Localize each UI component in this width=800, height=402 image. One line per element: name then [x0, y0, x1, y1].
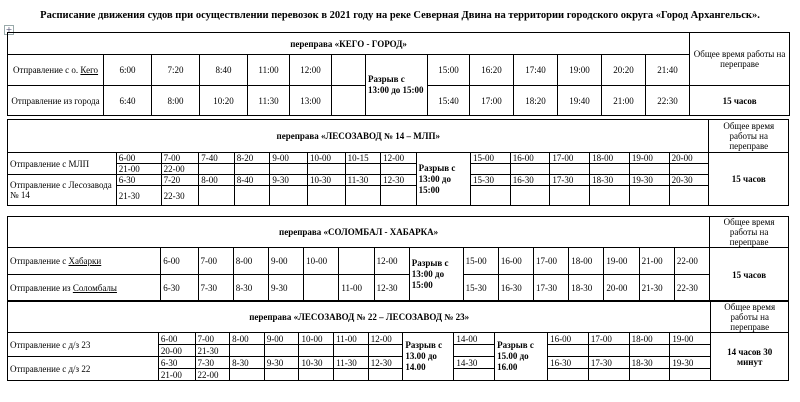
time-cell: 7-30: [195, 357, 230, 369]
table-move-handle[interactable]: +: [5, 25, 13, 34]
time-cell: 18-30: [629, 357, 670, 369]
row-label: Отправление с Лесозавода № 14: [8, 175, 117, 206]
time-cell: 8:00: [152, 86, 200, 116]
ferry-table-lesozavod22: [7, 300, 789, 381]
time-cell: 19-30: [629, 175, 669, 186]
time-cell: 9-00: [268, 248, 303, 275]
time-cell: 20:20: [602, 55, 646, 86]
time-cell: 7-20: [161, 175, 199, 186]
time-cell: 17-00: [550, 153, 590, 164]
time-cell: 6-30: [116, 175, 161, 186]
time-cell: 10-00: [299, 333, 334, 345]
time-cell: 8-00: [230, 333, 265, 345]
section-title: переправа «СОЛОМБАЛ - ХАБАРКА»: [8, 217, 710, 248]
time-cell: 16:20: [470, 55, 514, 86]
time-cell: 6-00: [158, 333, 195, 345]
section-title: переправа «ЛЕСОЗАВОД № 14 – МЛП»: [8, 120, 709, 153]
time-cell: [332, 55, 366, 86]
time-cell: 9-00: [264, 333, 299, 345]
time-cell: 17-00: [588, 333, 629, 345]
row-label: Отправление из города: [8, 86, 104, 116]
time-cell: 6-00: [161, 248, 198, 275]
time-cell: 21-00: [158, 369, 195, 381]
time-cell: 9-30: [268, 275, 303, 302]
time-cell: 6-30: [158, 357, 195, 369]
time-cell: 15:00: [428, 55, 470, 86]
time-cell: 12-00: [368, 333, 403, 345]
time-cell: 9-30: [270, 175, 308, 186]
time-cell: 16-00: [498, 248, 533, 275]
time-cell: 17:00: [470, 86, 514, 116]
time-cell: 8-00: [199, 175, 235, 186]
time-cell: 11-30: [334, 357, 369, 369]
time-cell: 6-00: [116, 153, 161, 164]
time-cell: 16-30: [548, 357, 589, 369]
time-cell: 15-30: [470, 175, 510, 186]
ferry-table-solombala: [7, 216, 789, 302]
time-cell: 6-30: [161, 275, 198, 302]
time-cell: 15-00: [463, 248, 498, 275]
time-cell: 14-00: [454, 333, 495, 345]
time-cell: 22-30: [161, 186, 199, 206]
time-cell: 12-30: [368, 357, 403, 369]
time-cell: 10-00: [304, 248, 339, 275]
time-cell: 10-00: [307, 153, 345, 164]
time-cell: 11:30: [248, 86, 290, 116]
time-cell: 15:40: [428, 86, 470, 116]
time-cell: 18-00: [590, 153, 630, 164]
total-time: 14 часов 30 минут: [711, 333, 789, 381]
time-cell: 16-00: [548, 333, 589, 345]
ferry-table-kego: [7, 32, 790, 116]
time-cell: 12-00: [374, 248, 409, 275]
time-cell: 15-00: [470, 153, 510, 164]
time-cell: 22-00: [674, 248, 709, 275]
time-cell: [339, 248, 374, 275]
time-cell: 22-30: [674, 275, 709, 302]
time-cell: 22:30: [646, 86, 690, 116]
time-cell: 9-00: [270, 153, 308, 164]
time-cell: 20-00: [604, 275, 639, 302]
time-cell: 7-00: [198, 248, 233, 275]
time-cell: 12-30: [374, 275, 409, 302]
page-title: Расписание движения судов при осуществлении перевозок в 2021 году на реке Северная Двина на территории городского округа «Город Архангельск».: [40, 10, 760, 21]
time-cell: 18-00: [569, 248, 604, 275]
row-label: Отправление с д/з 22: [8, 357, 159, 381]
time-cell: 17:40: [514, 55, 558, 86]
break-note: Разрыв с 13:00 до 15:00: [366, 55, 428, 116]
time-cell: 22-00: [161, 164, 199, 175]
time-cell: 6:40: [104, 86, 152, 116]
time-cell: 21-30: [195, 345, 230, 357]
time-cell: 8-30: [233, 275, 268, 302]
ferry-table-lesozavod14: [7, 119, 789, 206]
time-cell: 8-40: [234, 175, 270, 186]
time-cell: 19-00: [604, 248, 639, 275]
time-cell: 12-30: [381, 175, 417, 186]
time-cell: [304, 275, 339, 302]
time-cell: 12-00: [381, 153, 417, 164]
break-note: Разрыв с 13:00 до 15:00: [416, 153, 470, 206]
time-cell: 19-00: [629, 153, 669, 164]
time-cell: 17-30: [534, 275, 569, 302]
time-cell: 15-30: [463, 275, 498, 302]
time-cell: 10:20: [200, 86, 248, 116]
time-cell: 13:00: [290, 86, 332, 116]
time-cell: 17-00: [534, 248, 569, 275]
row-label: Отправление с Хабарки: [8, 248, 161, 275]
time-cell: 21:40: [646, 55, 690, 86]
row-label: Отправление с МЛП: [8, 153, 117, 175]
total-time: 15 часов: [710, 248, 789, 302]
time-cell: 8:40: [200, 55, 248, 86]
total-time-header: Общее время работы на переправе: [710, 217, 789, 248]
time-cell: 11-30: [345, 175, 381, 186]
time-cell: 11-00: [334, 333, 369, 345]
time-cell: 6:00: [104, 55, 152, 86]
time-cell: 17-30: [588, 357, 629, 369]
total-time: 15 часов: [690, 86, 790, 116]
time-cell: 8-00: [233, 248, 268, 275]
time-cell: 18-00: [629, 333, 670, 345]
time-cell: 10-30: [299, 357, 334, 369]
time-cell: 20-00: [158, 345, 195, 357]
row-label: Отправление с д/з 23: [8, 333, 159, 357]
time-cell: 20-30: [669, 175, 709, 186]
time-cell: 21-00: [639, 248, 674, 275]
time-cell: 18-30: [569, 275, 604, 302]
time-cell: 19-30: [670, 357, 711, 369]
time-cell: 16-30: [498, 275, 533, 302]
time-cell: 10-15: [345, 153, 381, 164]
row-label: Отправление с о. Кего: [8, 55, 104, 86]
total-time: 15 часов: [709, 153, 789, 206]
time-cell: 19-00: [670, 333, 711, 345]
time-cell: 21-30: [116, 186, 161, 206]
time-cell: 18-30: [590, 175, 630, 186]
time-cell: 20-00: [669, 153, 709, 164]
time-cell: 7:20: [152, 55, 200, 86]
total-time-header: Общее время работы на переправе: [709, 120, 789, 153]
section-title: переправа «КЕГО - ГОРОД»: [8, 33, 690, 55]
time-cell: 7-30: [198, 275, 233, 302]
time-cell: 19:40: [558, 86, 602, 116]
total-time-header: Общее время работы на переправе: [690, 33, 790, 86]
time-cell: 9-30: [264, 357, 299, 369]
time-cell: 7-40: [199, 153, 235, 164]
time-cell: 16-30: [510, 175, 550, 186]
time-cell: 14-30: [454, 357, 495, 369]
time-cell: 22-00: [195, 369, 230, 381]
time-cell: 18:20: [514, 86, 558, 116]
time-cell: 19:00: [558, 55, 602, 86]
break-note: Разрыв с 13:00 до 15:00: [409, 248, 463, 302]
time-cell: 21-30: [639, 275, 674, 302]
break-note: Разрыв с 13.00 до 14.00: [403, 333, 454, 381]
time-cell: 11-00: [339, 275, 374, 302]
time-cell: 7-00: [161, 153, 199, 164]
row-label: Отправление из Соломбалы: [8, 275, 161, 302]
time-cell: 7-00: [195, 333, 230, 345]
time-cell: 17-30: [550, 175, 590, 186]
section-title: переправа «ЛЕСОЗАВОД № 22 – ЛЕСОЗАВОД № 23»: [8, 301, 711, 333]
time-cell: 8-30: [230, 357, 265, 369]
time-cell: 10-30: [307, 175, 345, 186]
time-cell: 8-20: [234, 153, 270, 164]
time-cell: 21:00: [602, 86, 646, 116]
time-cell: [332, 86, 366, 116]
time-cell: 21-00: [116, 164, 161, 175]
time-cell: 11:00: [248, 55, 290, 86]
time-cell: 16-00: [510, 153, 550, 164]
break-note: Разрыв с 15.00 до 16.00: [495, 333, 548, 381]
time-cell: 12:00: [290, 55, 332, 86]
total-time-header: Общее время работы на переправе: [711, 301, 789, 333]
